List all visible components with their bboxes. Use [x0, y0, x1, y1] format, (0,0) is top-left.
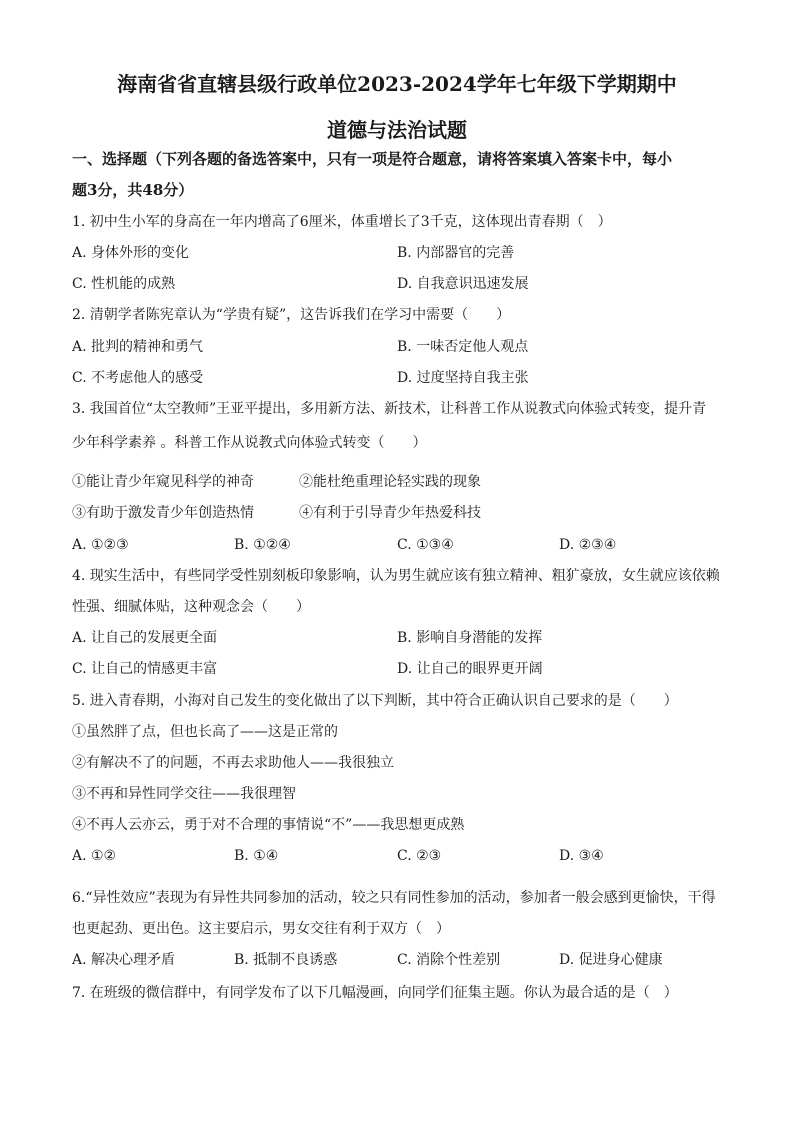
q6-option-d: D. 促进身心健康 — [559, 952, 663, 968]
q6-option-c: C. 消除个性差别 — [397, 952, 501, 968]
q3-statement-4: ④有利于引导青少年热爱科技 — [299, 505, 481, 521]
section-heading: 一、选择题（下列各题的备选答案中，只有一项是符合题意，请将答案填入答案卡中，每小 — [72, 150, 673, 168]
q5-statement-2: ②有解决不了的问题，不再去求助他人——我很独立 — [72, 755, 394, 771]
section-heading-cont: 题3分，共48分） — [72, 181, 194, 199]
q3-statement-1: ①能让青少年窥见科学的神奇 — [72, 474, 254, 490]
question-1-stem: 1. 初中生小军的身高在一年内增高了6厘米，体重增长了3千克，这体现出青春期（ ） — [72, 214, 612, 230]
exam-title-line2: 道德与法治试题 — [327, 118, 467, 142]
question-3-stem: 3. 我国首位“太空教师”王亚平提出，多用新方法、新技术，让科普工作从说教式向体验式转变，提升青 — [72, 401, 707, 417]
q4-option-a: A. 让自己的发展更全面 — [72, 630, 218, 646]
question-3-stem-cont: 少年科学素养 。科普工作从说教式向体验式转变（ ） — [72, 435, 427, 451]
q3-option-d: D. ②③④ — [559, 537, 617, 553]
question-6-stem-cont: 也更起劲、更出色。这主要启示，男女交往有利于双方（ ） — [72, 921, 450, 937]
q5-option-b: B. ①④ — [234, 848, 279, 864]
q3-statement-3: ③有助于激发青少年创造热情 — [72, 505, 254, 521]
q3-option-a: A. ①②③ — [72, 537, 129, 553]
q3-option-b: B. ①②④ — [234, 537, 291, 553]
q5-option-c: C. ②③ — [397, 848, 442, 864]
question-5-stem: 5. 进入青春期，小海对自己发生的变化做出了以下判断，其中符合正确认识自己要求的是（ ） — [72, 693, 678, 709]
question-4-stem-cont: 性强、细腻体贴，这种观念会（ ） — [72, 599, 310, 615]
q4-option-c: C. 让自己的情感更丰富 — [72, 661, 218, 677]
q6-option-a: A. 解决心理矛盾 — [72, 952, 176, 968]
q1-option-c: C. 性机能的成熟 — [72, 276, 176, 292]
q1-option-b: B. 内部器官的完善 — [397, 245, 515, 261]
q1-option-d: D. 自我意识迅速发展 — [397, 276, 529, 292]
q6-option-b: B. 抵制不良诱惑 — [234, 952, 338, 968]
q5-statement-4: ④不再人云亦云，勇于对不合理的事情说“不”——我思想更成熟 — [72, 817, 465, 833]
question-2-stem: 2. 清朝学者陈宪章认为“学贵有疑”，这告诉我们在学习中需要（ ） — [72, 307, 511, 323]
q5-option-a: A. ①② — [72, 848, 117, 864]
q2-option-d: D. 过度坚持自我主张 — [397, 370, 529, 386]
q4-option-b: B. 影响自身潜能的发挥 — [397, 630, 543, 646]
q2-option-a: A. 批判的精神和勇气 — [72, 339, 204, 355]
q4-option-d: D. 让自己的眼界更开阔 — [397, 661, 543, 677]
question-7-stem: 7. 在班级的微信群中，有同学发布了以下几幅漫画，向同学们征集主题。你认为最合适的是（ ） — [72, 985, 678, 1001]
exam-title-line1: 海南省省直辖县级行政单位2023-2024学年七年级下学期期中 — [117, 72, 677, 96]
q3-option-c: C. ①③④ — [397, 537, 454, 553]
q2-option-b: B. 一味否定他人观点 — [397, 339, 529, 355]
q3-statement-2: ②能杜绝重理论轻实践的现象 — [299, 474, 481, 490]
question-6-stem: 6.“异性效应”表现为有异性共同参加的活动，较之只有同性参加的活动，参加者一般会感到更愉快，干得 — [72, 890, 716, 906]
q5-statement-3: ③不再和异性同学交往——我很理智 — [72, 786, 296, 802]
q2-option-c: C. 不考虑他人的感受 — [72, 370, 204, 386]
question-4-stem: 4. 现实生活中，有些同学受性别刻板印象影响，认为男生就应该有独立精神、粗犷豪放，女生就应该依赖 — [72, 568, 720, 584]
q5-statement-1: ①虽然胖了点，但也长高了——这是正常的 — [72, 724, 338, 740]
q5-option-d: D. ③④ — [559, 848, 604, 864]
q1-option-a: A. 身体外形的变化 — [72, 245, 190, 261]
